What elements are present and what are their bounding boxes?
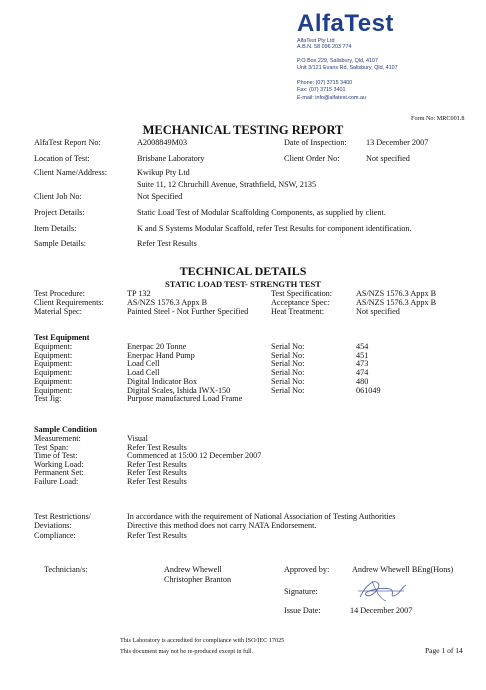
restr-cell: Deviations: [34,521,72,531]
date-inspection-value: 13 December 2007 [366,138,429,147]
company-abn: A.B.N. 58 096 203 774 [297,44,352,50]
sample-cell: Failure Load: [34,476,79,486]
sample-cell: Refer Test Results [127,468,187,477]
tech-cell: Heat Treatment: [271,307,324,316]
sample-cell: Time of Test: [34,451,78,460]
equip-cell: Test Jig: [34,394,62,404]
restr-cell: Test Restrictions/ [34,512,91,521]
equip-cell: Serial No: [271,376,305,386]
company-name: AlfaTest Pty Ltd [297,38,335,44]
equip-cell: Enerpac 20 Tonne [127,342,187,351]
equip-cell: Digital Scales, Ishida IWX-150 [127,385,231,395]
equip-cell: 474 [356,368,369,378]
sample-cell: Measurement: [34,434,81,443]
tech-cell: AS/NZS 1576.3 Appx B [127,298,208,307]
sample-cell: Working Load: [34,459,84,469]
equip-cell: 451 [356,350,369,360]
sample-cell: Refer Test Results [127,442,187,452]
restr-cell: Directive this method does not carry NATA Endorsement. [127,521,317,531]
issue-date-label: Issue Date: [284,606,321,615]
signature-label: Signature: [284,587,318,596]
equip-cell: 480 [356,376,369,386]
equip-cell: Digital Indicator Box [127,376,198,386]
sample-cell: Refer Test Results [127,476,187,486]
sample-cell: Test Span: [34,442,69,452]
approved-label: Approved by: [284,565,330,574]
equip-cell: Equipment: [34,342,73,351]
client-name: Kwikup Pty Ltd [137,168,190,177]
tech-cell: AS/NZS 1576.3 Appx B [356,298,437,307]
tech-cell: Acceptance Spec: [271,298,330,307]
job-value: Not Specified [137,192,183,201]
equip-cell: Equipment: [34,359,73,369]
restr-cell: Refer Test Results [127,530,187,540]
equip-cell: Equipment: [34,368,73,378]
company-logo: AlfaTest [297,10,394,37]
equip-cell: Serial No: [271,342,305,351]
report-title: MECHANICAL TESTING REPORT [142,123,344,137]
job-label: Client Job No: [34,192,82,201]
equip-cell: Purpose manufactured Load Frame [127,394,243,404]
sample-cell: Refer Test Results [127,459,187,469]
item-label: Item Details: [34,224,77,233]
form-number: Form No: MRC001.8 [411,115,465,122]
company-email: E-mail: info@alfatest.com.au [297,95,366,101]
sample-label: Sample Details: [34,239,87,248]
equip-cell: Equipment: [34,385,73,395]
equip-cell: Enerpac Hand Pump [127,350,195,360]
client-label: Client Name/Address: [34,168,107,177]
tech-cell: AS/NZS 1576.3 Appx B [356,289,437,298]
order-value: Not specified [366,154,410,163]
technician-1: Andrew Whewell [164,565,222,574]
equip-cell: Load Cell [127,359,160,369]
company-street: Unit 3/121 Evans Rd, Salisbury, Qld, 4107 [297,65,398,71]
equip-cell: 473 [356,359,369,369]
footer-accreditation: This Laboratory is accredited for compliance with ISO/IEC 17025 [120,637,285,644]
equip-cell: 061049 [356,385,381,395]
equip-cell: Serial No: [271,359,305,369]
location-value: Brisbane Laboratory [137,154,205,163]
client-address: Suite 11, 12 Chruchill Avenue, Strathfield, NSW, 2135 [137,180,317,189]
tech-cell: TP 132 [127,289,151,298]
sample-cell: Commenced at 15:00 12 December 2007 [127,451,262,460]
location-label: Location of Test: [34,154,90,163]
page-number: Page 1 of 14 [425,646,463,655]
sample-cell: Visual [127,434,148,443]
item-value: K and S Systems Modular Scaffold, refer Test Results for component identification. [137,224,412,233]
restr-cell: In accordance with the requirement of National Association of Testing Authorities [127,512,396,521]
footer-reproduction: This document may not be re-produced except in full. [120,648,254,655]
report-no-label: AlfaTest Report No: [34,138,101,147]
tech-cell: Material Spec: [34,307,82,316]
equip-cell: Serial No: [271,350,305,360]
equip-cell: Equipment: [34,376,73,386]
equip-cell: Serial No: [271,368,305,378]
order-label: Client Order No: [284,154,340,163]
restr-cell: Compliance: [34,530,76,540]
sample-condition-title: Sample Condition [34,425,98,434]
technical-details-title: TECHNICAL DETAILS [179,264,307,278]
company-fax: Fax: (07) 3715 3401 [297,87,346,93]
tech-cell: Not specified [356,307,400,316]
equip-cell: Equipment: [34,350,73,360]
project-value: Static Load Test of Modular Scaffolding Components, as supplied by client. [137,208,386,217]
equip-cell: 454 [356,342,369,351]
approved-value: Andrew Whewell BEng(Hons) [352,565,454,574]
equipment-title: Test Equipment [34,333,90,342]
technical-details-subtitle: STATIC LOAD TEST- STRENGTH TEST [165,279,321,289]
tech-cell: Test Procedure: [34,289,86,298]
sample-cell: Permanent Set: [34,468,84,477]
project-label: Project Details: [34,208,85,217]
technician-2: Christopher Branton [164,575,232,584]
equip-cell: Serial No: [271,385,305,395]
sample-value: Refer Test Results [137,239,197,248]
tech-cell: Client Requirements: [34,298,104,307]
company-po-box: P.O Box 229, Salisbury, Qld, 4107 [297,58,379,64]
signature-image [352,577,412,603]
issue-date-value: 14 December 2007 [350,606,413,615]
report-no-value: A2008849M03 [137,138,188,147]
tech-cell: Painted Steel - Not Further Specified [127,307,249,316]
equip-cell: Load Cell [127,368,160,378]
date-inspection-label: Date of Inspection: [284,138,347,147]
company-phone: Phone: (07) 3715 3400 [297,80,353,86]
tech-cell: Test Specification: [271,289,333,298]
technician-label: Technician/s: [44,565,88,574]
